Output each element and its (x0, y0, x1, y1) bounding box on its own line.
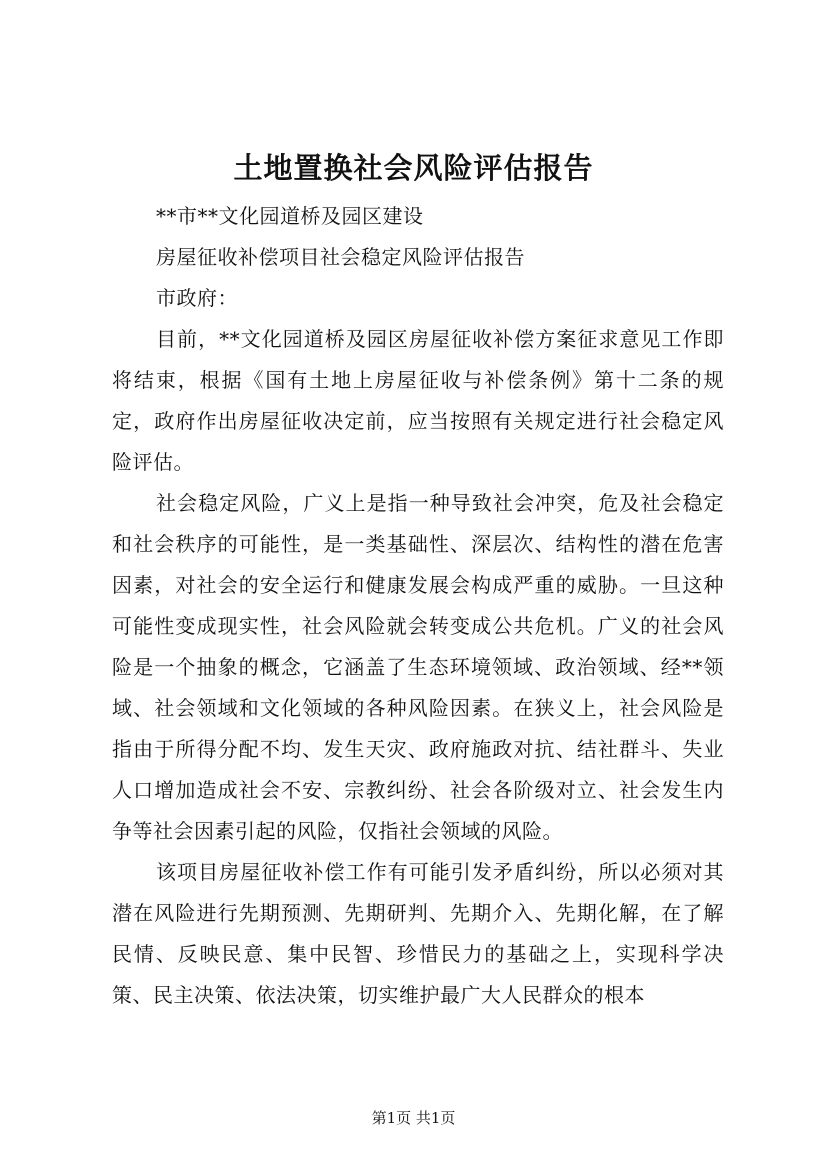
paragraph-risk-definition: 社会稳定风险，广义上是指一种导致社会冲突，危及社会稳定和社会秩序的可能性，是一类基础性、深层次、结构性的潜在危害因素，对社会的安全运行和健康发展会构成严重的威胁。一旦这种可能性变成现实性，社会风险就会转变成公共危机。广义的社会风险是一个抽象的概念，它涵盖了生态环境领域、政治领域、经**领域、社会领域和文化领域的各种风险因素。在狭义上，社会风险是指由于所得分配不均、发生天灾、政府施政对抗、结社群斗、失业人口增加造成社会不安、宗教纠纷、社会各阶级对立、社会发生内争等社会因素引起的风险，仅指社会领域的风险。 (112, 491, 724, 843)
document-title: 土地置换社会风险评估报告 (233, 151, 594, 185)
paragraph-intro: 目前，**文化园道桥及园区房屋征收补偿方案征求意见工作即将结束，根据《国有土地上房屋征收与补偿条例》第十二条的规定，政府作出房屋征收决定前，应当按照有关规定进行社会稳定风险评估。 (112, 327, 724, 474)
subtitle-line-2: 房屋征收补偿项目社会稳定风险评估报告 (156, 245, 525, 269)
subtitle-line-1: **市**文化园道桥及园区建设 (156, 204, 424, 228)
document-body (112, 196, 724, 1016)
page-footer: 第1页 共1页 (371, 1109, 456, 1127)
addressee: 市政府： (156, 286, 238, 310)
paragraph-project-risk: 该项目房屋征收补偿工作有可能引发矛盾纠纷，所以必须对其潜在风险进行先期预测、先期研判、先期介入、先期化解，在了解民情、反映民意、集中民智、珍惜民力的基础之上，实现科学决策、民主决策、依法决策，切实维护最广大人民群众的根本 (112, 860, 724, 1007)
